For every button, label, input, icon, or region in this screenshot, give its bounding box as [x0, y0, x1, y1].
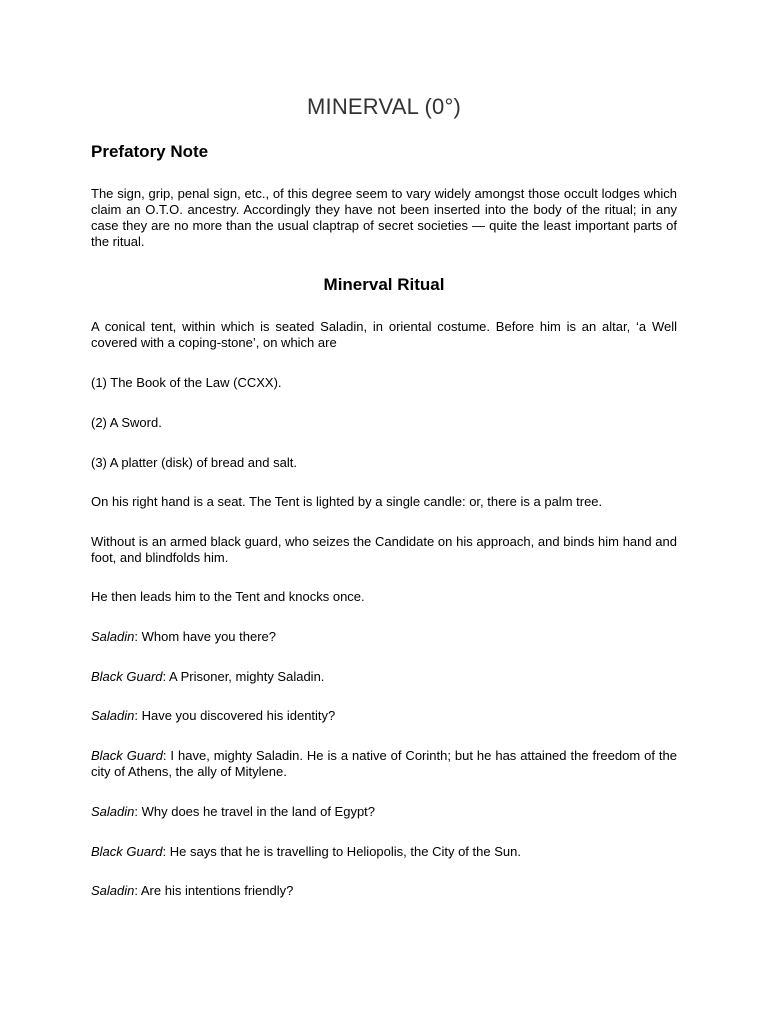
dialogue-line [91, 669, 677, 685]
ritual-intro-paragraph: A conical tent, within which is seated Saladin, in oriental costume. Before him is an altar, ‘a Well covered with a coping-stone’, on which are [91, 319, 677, 350]
dialogue-text: : Whom have you there? [134, 629, 277, 644]
dialogue-text: : Are his intentions friendly? [134, 883, 294, 898]
speaker-name: Black Guard [91, 748, 163, 763]
dialogue-line [91, 708, 677, 724]
dialogue-text: : Have you discovered his identity? [134, 708, 336, 723]
black-guard-paragraph: Without is an armed black guard, who seizes the Candidate on his approach, and binds him hand and foot, and blindfolds him. [91, 534, 677, 565]
dialogue-text: : I have, mighty Saladin. He is a native of Corinth; but he has attained the freedom of the city of Athens, the ally of Mitylene. [91, 748, 677, 779]
minerval-ritual-heading: Minerval Ritual [323, 275, 445, 294]
speaker-name: Saladin [91, 629, 135, 644]
speaker-name: Black Guard [91, 669, 163, 684]
dialogue-line [91, 844, 677, 860]
knock-paragraph: He then leads him to the Tent and knocks once. [91, 589, 365, 604]
prefatory-note-paragraph: The sign, grip, penal sign, etc., of this degree seem to vary widely amongst those occult lodges which claim an O.T.O. ancestry. Accordingly they have not been inserted into the body of the ritual; in any case they are no more than the usual claptrap of secret societies — quite the least important parts of the ritual. [91, 186, 677, 249]
dialogue-line [91, 883, 677, 899]
speaker-name: Black Guard [91, 844, 163, 859]
list-item-platter: (3) A platter (disk) of bread and salt. [91, 455, 297, 470]
dialogue-text: : A Prisoner, mighty Saladin. [162, 669, 325, 684]
dialogue-text: : He says that he is travelling to Heliopolis, the City of the Sun. [162, 844, 521, 859]
document-title: MINERVAL (0°) [306, 94, 462, 119]
list-item-sword: (2) A Sword. [91, 415, 162, 430]
seat-paragraph: On his right hand is a seat. The Tent is lighted by a single candle: or, there is a palm tree. [91, 494, 603, 509]
speaker-name: Saladin [91, 883, 135, 898]
dialogue-line [91, 748, 677, 780]
dialogue-line [91, 629, 677, 645]
prefatory-note-heading: Prefatory Note [91, 142, 209, 161]
list-item-book-of-the-law: (1) The Book of the Law (CCXX). [91, 375, 282, 390]
speaker-name: Saladin [91, 804, 135, 819]
speaker-name: Saladin [91, 708, 135, 723]
dialogue-line [91, 804, 677, 820]
dialogue-text: : Why does he travel in the land of Egypt? [134, 804, 376, 819]
